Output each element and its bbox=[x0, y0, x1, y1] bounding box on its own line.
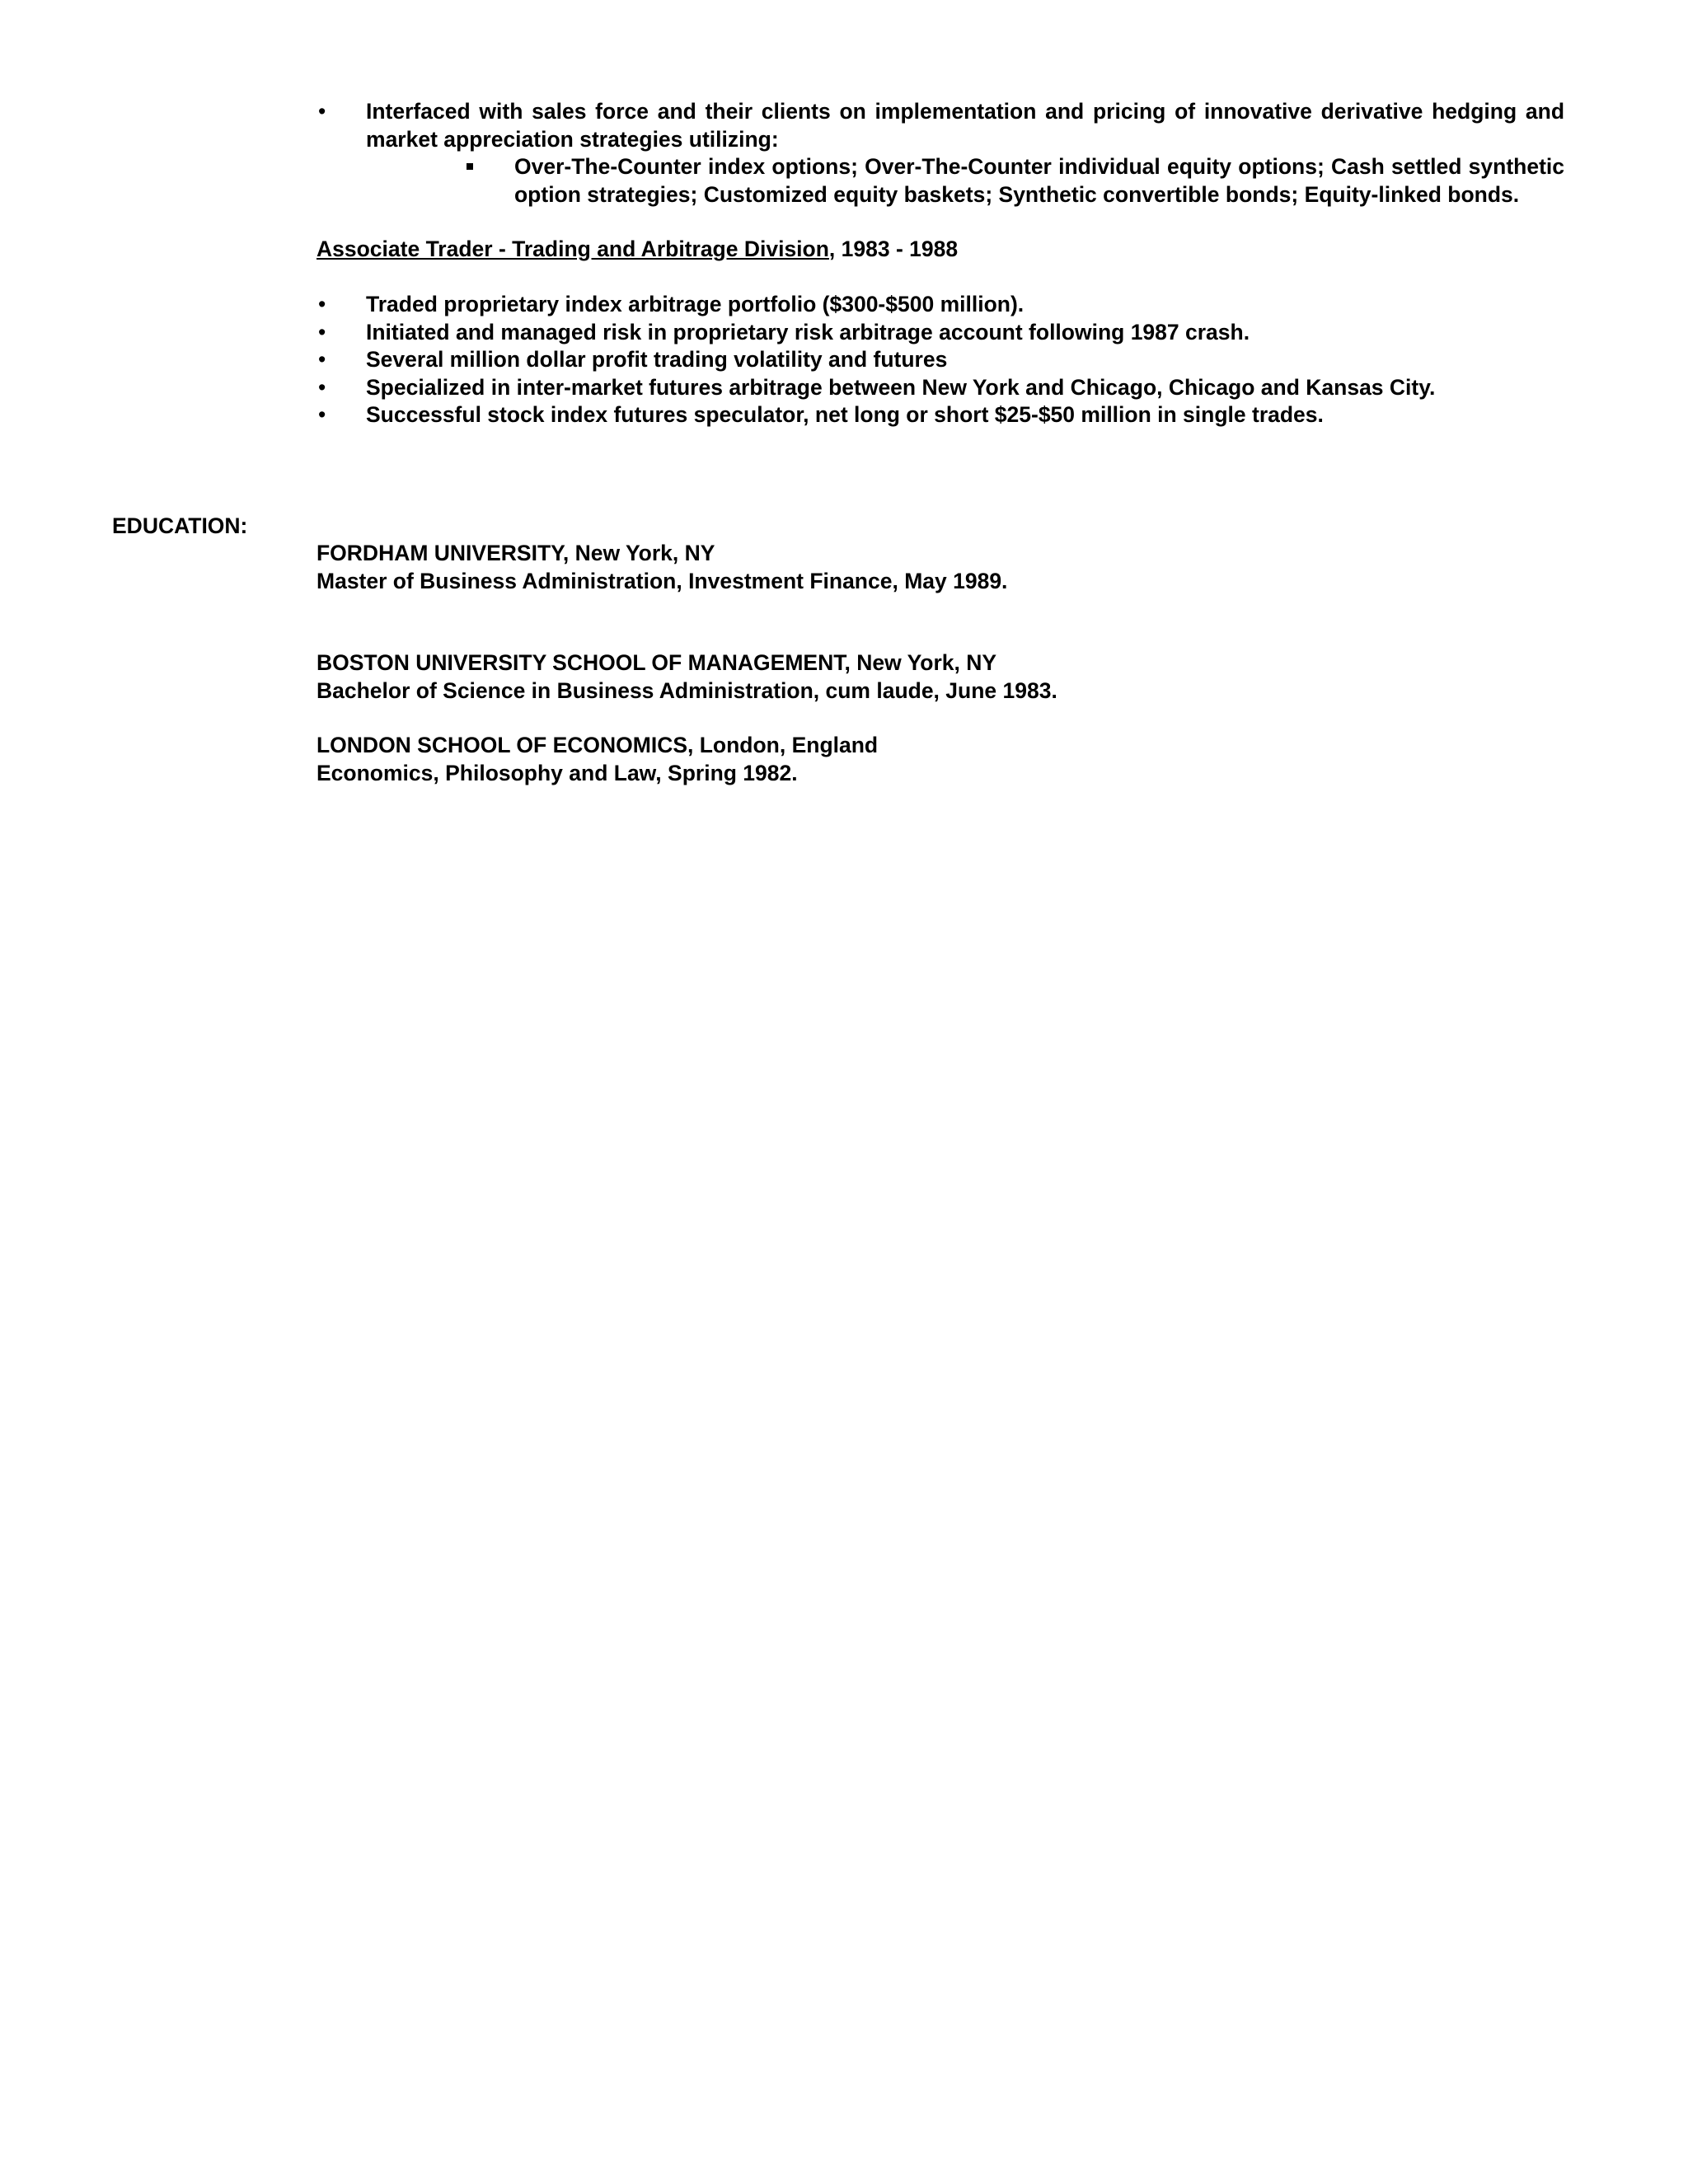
list-item bbox=[316, 291, 1564, 319]
bullet-text: Several million dollar profit trading volatility and futures bbox=[366, 347, 948, 372]
list-item bbox=[316, 346, 1564, 374]
sub-list-item bbox=[465, 153, 1564, 209]
position-bullets-section bbox=[316, 291, 1564, 429]
position-title: Associate Trader - Trading and Arbitrage Division bbox=[316, 237, 829, 261]
experience-top-section bbox=[316, 98, 1564, 209]
list-item bbox=[316, 401, 1564, 429]
bullet-text: Specialized in inter-market futures arbitrage between New York and Chicago, Chicago and Kansas City. bbox=[366, 374, 1436, 400]
top-bullet-list bbox=[316, 98, 1564, 209]
education-label: EDUCATION: bbox=[112, 513, 248, 538]
bullet-icon: • bbox=[318, 402, 326, 427]
bullet-icon: • bbox=[318, 347, 326, 372]
list-item bbox=[316, 374, 1564, 402]
bullet-icon: • bbox=[318, 319, 326, 344]
school-name: LONDON SCHOOL OF ECONOMICS, London, England bbox=[316, 733, 879, 757]
school-name: BOSTON UNIVERSITY SCHOOL OF MANAGEMENT, New York, NY bbox=[316, 650, 997, 675]
position-bullet-list bbox=[316, 291, 1564, 429]
bullet-text: Successful stock index futures speculator, net long or short $25-$50 million in single trades. bbox=[366, 402, 1324, 427]
square-bullet-icon bbox=[467, 163, 473, 170]
bullet-text: Initiated and managed risk in proprietary risk arbitrage account following 1987 crash. bbox=[366, 319, 1250, 344]
position-heading bbox=[316, 236, 1564, 264]
education-entry-fordham bbox=[316, 540, 1007, 595]
bullet-text: Interfaced with sales force and their clients on implementation and pricing of innovative derivative hedging and market appreciation strategies utilizing: bbox=[366, 99, 1564, 152]
degree-detail: Bachelor of Science in Business Administration, cum laude, June 1983. bbox=[316, 677, 1057, 703]
bullet-icon: • bbox=[318, 374, 326, 400]
degree-detail: Economics, Philosophy and Law, Spring 1982. bbox=[316, 760, 798, 785]
degree-detail: Master of Business Administration, Investment Finance, May 1989. bbox=[316, 568, 1008, 593]
education-entry-boston bbox=[316, 649, 1057, 705]
position-dates: , 1983 - 1988 bbox=[828, 237, 959, 261]
bullet-text: Traded proprietary index arbitrage portfolio ($300-$500 million). bbox=[366, 292, 1025, 316]
education-entry-lse bbox=[316, 732, 878, 787]
school-name: FORDHAM UNIVERSITY, New York, NY bbox=[316, 541, 715, 565]
list-item bbox=[316, 319, 1564, 347]
sub-bullet-list bbox=[366, 153, 1564, 209]
sub-bullet-text: Over-The-Counter index options; Over-The-Counter individual equity options; Cash settled synthetic option strategies; Customized equity baskets; Synthetic convertible bonds; Equity-linked bonds. bbox=[514, 154, 1564, 207]
bullet-icon: • bbox=[318, 292, 326, 316]
bullet-icon: • bbox=[318, 99, 326, 124]
list-item bbox=[316, 98, 1564, 209]
